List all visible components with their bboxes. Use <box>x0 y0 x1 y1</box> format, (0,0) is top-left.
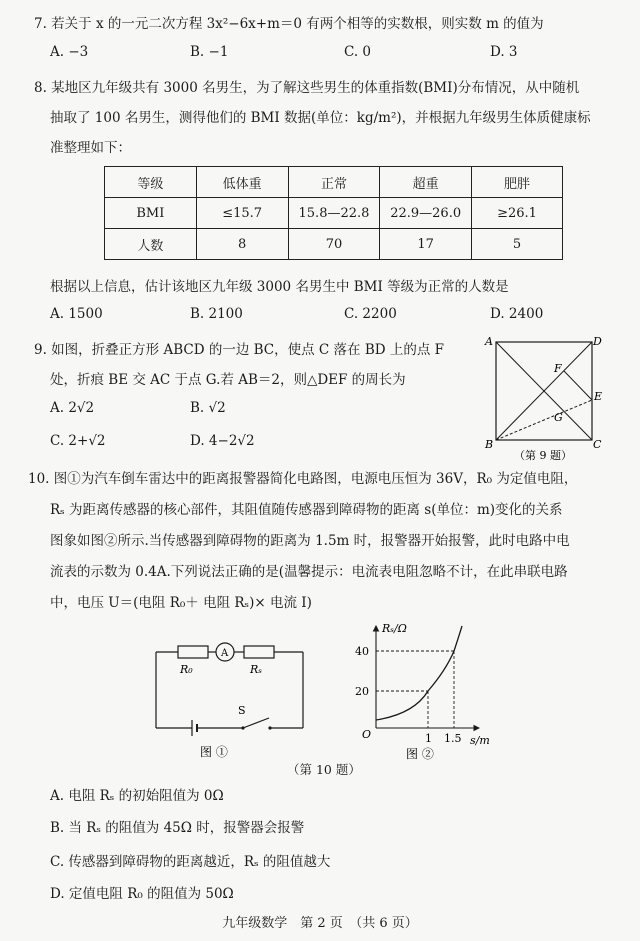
table-row <box>105 198 563 229</box>
label-c: C <box>593 438 602 451</box>
q9-option-a: A. 2√2 <box>50 400 95 416</box>
q10-option-d: D. 定值电阻 R₀ 的阻值为 50Ω <box>50 886 234 902</box>
bmi-table <box>104 166 563 260</box>
label-a: A <box>485 335 493 348</box>
label-b: B <box>485 438 494 451</box>
q10-stem-line3: 图象如图②所示.当传感器到障碍物的距离为 1.5m 时，报警器开始报警，此时电路中电 <box>50 533 570 549</box>
switch-icon <box>243 718 269 728</box>
q8-option-b: B. 2100 <box>190 306 243 322</box>
resistance-graph <box>354 618 504 764</box>
table-cell: 8 <box>196 229 288 260</box>
table-header-cell: 肥胖 <box>472 167 563 198</box>
table-cell: 15.8—22.8 <box>288 198 380 229</box>
table-cell: 5 <box>472 229 563 260</box>
table-cell: BMI <box>105 198 197 229</box>
table-header-cell: 正常 <box>288 167 380 198</box>
table-header-cell: 低体重 <box>196 167 288 198</box>
figure-1-caption: 图 ① <box>200 745 228 759</box>
q8-stem-line2: 抽取了 100 名男生，测得他们的 BMI 数据(单位：kg/m²)，并根据九年级男生体质健康标 <box>50 110 591 126</box>
q8-stem-line1: 8. 某地区九年级共有 3000 名男生，为了解这些男生的体重指数(BMI)分布情况，从中随机 <box>34 80 580 96</box>
table-row <box>105 229 563 260</box>
q7-option-c: C. 0 <box>344 44 372 60</box>
y-axis-label: Rₛ/Ω <box>382 622 407 635</box>
crease-be <box>496 400 592 440</box>
q9-option-b: B. √2 <box>190 400 226 416</box>
table-header-row <box>105 167 563 198</box>
label-e: E <box>594 390 603 403</box>
resistor-r0 <box>178 646 208 658</box>
label-g: G <box>554 411 563 424</box>
table-header-cell: 等级 <box>105 167 197 198</box>
q8-question: 根据以上信息，估计该地区九年级 3000 名男生中 BMI 等级为正常的人数是 <box>50 279 509 295</box>
q9-square-figure <box>480 332 605 462</box>
page-footer: 九年级数学 第 2 页 （共 6 页） <box>222 916 418 931</box>
q10-stem-line1: 10. 图①为汽车倒车雷达中的距离报警器简化电路图，电源电压恒为 36V，R₀ 为定值电阻， <box>28 471 578 487</box>
table-cell: 22.9—26.0 <box>380 198 472 229</box>
q7-option-d: D. 3 <box>490 44 518 60</box>
segment-fe <box>564 371 592 400</box>
circuit-diagram <box>148 630 316 762</box>
q10-option-a: A. 电阻 Rₛ 的初始阻值为 0Ω <box>50 788 224 804</box>
label-switch: S <box>238 704 246 717</box>
q10-stem-line4: 流表的示数为 0.4A.下列说法正确的是(温馨提示：电流表电阻忽略不计，在此串联电路 <box>50 564 568 580</box>
figure-2-caption: 图 ② <box>406 747 434 761</box>
q7-option-b: B. −1 <box>190 44 229 60</box>
label-d: D <box>593 335 602 348</box>
q9-stem-line1: 9. 如图，折叠正方形 ABCD 的一边 BC，使点 C 落在 BD 上的点 F <box>34 342 445 358</box>
q8-option-a: A. 1500 <box>50 306 103 322</box>
q8-option-c: C. 2200 <box>344 306 397 322</box>
q9-stem-line2: 处，折痕 BE 交 AC 于点 G.若 AB＝2，则△DEF 的周长为 <box>50 372 406 388</box>
label-rs: Rₛ <box>250 663 262 676</box>
x-axis-label: s/m <box>470 734 490 747</box>
table-cell: 70 <box>288 229 380 260</box>
table-header-cell: 超重 <box>380 167 472 198</box>
q7-stem: 7. 若关于 x 的一元二次方程 3x²−6x+m＝0 有两个相等的实数根，则实数 m 的值为 <box>34 16 544 32</box>
table-cell: 人数 <box>105 229 197 260</box>
q10-stem-line5: 中，电压 U＝(电阻 R₀＋ 电阻 Rₛ)× 电流 I) <box>50 595 312 611</box>
q10-option-c: C. 传感器到障碍物的距离越近，Rₛ 的阻值越大 <box>50 854 331 870</box>
y-tick-label: 40 <box>355 645 369 658</box>
origin-label: O <box>362 728 372 741</box>
q10-stem-line2: Rₛ 为距离传感器的核心部件，其阻值随传感器到障碍物的距离 s(单位：m)变化的关系 <box>50 502 563 518</box>
q9-caption: （第 9 题） <box>514 449 572 462</box>
q10-figure-caption: （第 10 题） <box>287 762 361 777</box>
rs-curve <box>376 626 462 720</box>
label-ammeter: A <box>221 648 229 659</box>
q9-option-c: C. 2+√2 <box>50 433 106 449</box>
q8-stem-line3: 准整理如下： <box>50 140 131 156</box>
x-tick-label: 1 <box>425 732 432 745</box>
q7-option-a: A. −3 <box>50 44 89 60</box>
label-r0: R₀ <box>180 663 193 676</box>
resistor-rs <box>244 646 274 658</box>
y-tick-label: 20 <box>355 685 369 698</box>
x-tick-label: 1.5 <box>444 732 462 745</box>
label-f: F <box>554 362 562 375</box>
table-cell: ≥26.1 <box>472 198 563 229</box>
q10-option-b: B. 当 Rₛ 的阻值为 45Ω 时，报警器会报警 <box>50 820 305 836</box>
q9-option-d: D. 4−2√2 <box>190 433 255 449</box>
table-cell: ≤15.7 <box>196 198 288 229</box>
table-cell: 17 <box>380 229 472 260</box>
q8-option-d: D. 2400 <box>490 306 544 322</box>
